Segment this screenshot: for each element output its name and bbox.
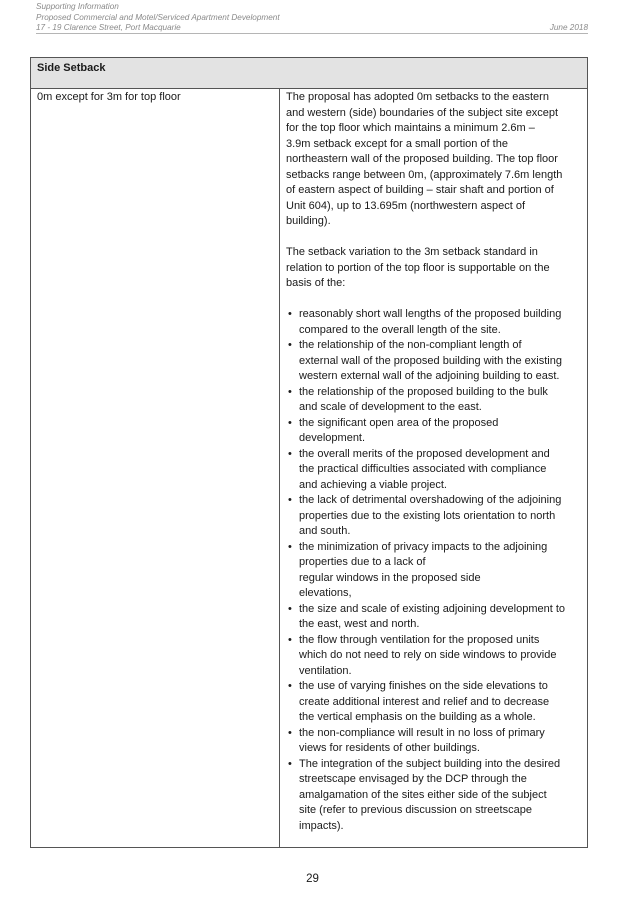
list-item	[286, 633, 581, 680]
text-line: northeastern wall of the proposed building. The top floor	[286, 153, 558, 165]
text-line: setbacks range between 0m, (approximately 7.6m length	[286, 168, 563, 181]
setback-table	[30, 57, 588, 848]
text-line: the non-compliance will result in no loss of primary	[299, 726, 545, 739]
list-item	[286, 540, 581, 602]
text-line: amalgamation of the sites either side of the subject	[299, 788, 547, 801]
header-date: June 2018	[549, 23, 588, 32]
text-line: reasonably short wall lengths of the proposed building	[299, 308, 562, 320]
bullet-icon: •	[288, 540, 292, 553]
bullet-list	[286, 307, 581, 834]
text-line: streetscape envisaged by the DCP through the	[299, 773, 527, 785]
bullet-icon: •	[288, 339, 292, 351]
text-line: western external wall of the adjoining building to east.	[299, 370, 560, 382]
header-address: 17 - 19 Clarence Street, Port Macquarie	[36, 23, 181, 32]
text-line: views for residents of other buildings.	[299, 742, 480, 754]
text-line: development.	[299, 432, 366, 444]
text-line: compared to the overall length of the site.	[299, 323, 501, 336]
text-line: Unit 604), up to 13.695m (northwestern aspect of	[286, 199, 526, 212]
table-left-cell: 0m except for 3m for top floor	[31, 89, 280, 847]
header-line-2: Proposed Commercial and Motel/Serviced Apartment Development	[36, 12, 280, 22]
text-line: the east, west and north.	[299, 618, 420, 630]
bullet-icon: •	[288, 726, 292, 739]
text-line: the relationship of the proposed building to the bulk	[299, 385, 548, 398]
bullet-icon: •	[288, 680, 292, 692]
text-line: 3.9m setback except for a small portion of the	[286, 137, 508, 150]
text-line: the use of varying finishes on the side elevations to	[299, 680, 548, 692]
text-line: the significant open area of the proposed	[299, 416, 499, 429]
text-line: the flow through ventilation for the proposed units	[299, 633, 540, 646]
text-line: for the top floor which maintains a minimum 2.6m –	[286, 122, 535, 134]
list-item	[286, 307, 581, 338]
text-line: properties due to the existing lots orientation to north	[299, 509, 556, 522]
header-rule	[36, 33, 588, 34]
text-line: and western (side) boundaries of the subject site except	[286, 106, 559, 119]
bullet-icon: •	[288, 385, 292, 398]
text-line: and scale of development to the east.	[299, 401, 482, 413]
text-line: and south.	[299, 525, 351, 537]
text-line: The proposal has adopted 0m setbacks to the eastern	[286, 91, 549, 103]
list-item	[286, 679, 581, 726]
list-item	[286, 493, 581, 540]
bullet-icon: •	[288, 308, 292, 320]
text-line: the vertical emphasis on the building as a whole.	[299, 711, 536, 723]
list-item	[286, 416, 581, 447]
bullet-icon: •	[288, 602, 292, 615]
text-line: regular windows in the proposed side	[299, 571, 481, 584]
text-line: external wall of the proposed building with the existing	[299, 354, 562, 367]
table-right-cell	[280, 89, 587, 847]
text-line: the lack of detrimental overshadowing of the adjoining	[299, 494, 562, 506]
text-line: the overall merits of the proposed development and	[299, 447, 550, 460]
list-item	[286, 602, 581, 633]
bullet-icon: •	[288, 757, 292, 770]
list-item	[286, 385, 581, 416]
paragraph-1	[286, 90, 581, 230]
text-line: properties due to a lack of	[299, 556, 426, 568]
text-line: The integration of the subject building into the desired	[299, 757, 561, 770]
text-line: impacts).	[299, 819, 344, 832]
text-line: the size and scale of existing adjoining development to	[299, 602, 566, 615]
list-item	[286, 338, 581, 385]
table-title: Side Setback	[31, 58, 587, 89]
text-line: of eastern aspect of building – stair shaft and portion of	[286, 184, 554, 196]
text-line: ventilation.	[299, 664, 352, 677]
text-line: which do not need to rely on side windows to provide	[299, 649, 557, 661]
text-line: building).	[286, 215, 331, 227]
list-item	[286, 726, 581, 757]
text-line: relation to portion of the top floor is supportable on the	[286, 261, 550, 274]
list-item	[286, 757, 581, 835]
text-line: the relationship of the non-compliant length of	[299, 339, 522, 351]
paragraph-2	[286, 245, 581, 292]
page-number: 29	[306, 873, 319, 885]
text-line: The setback variation to the 3m setback standard in	[286, 246, 538, 258]
table-body-row	[31, 89, 587, 847]
header-line-1: Supporting Information	[36, 2, 119, 11]
header-line-3-row	[36, 23, 588, 34]
bullet-icon: •	[288, 447, 292, 460]
text-line: create additional interest and relief and to decrease	[299, 695, 550, 708]
text-line: site (refer to previous discussion on streetscape	[299, 804, 532, 816]
text-line: the minimization of privacy impacts to the adjoining	[299, 540, 548, 553]
bullet-icon: •	[288, 494, 292, 506]
text-line: basis of the:	[286, 277, 346, 289]
text-line: elevations,	[299, 587, 352, 599]
bullet-icon: •	[288, 633, 292, 646]
text-line: the practical difficulties associated with compliance	[299, 463, 547, 475]
text-line: and achieving a viable project.	[299, 478, 447, 491]
list-item	[286, 447, 581, 494]
bullet-icon: •	[288, 416, 292, 429]
page-header	[36, 2, 588, 34]
paragraph-gap	[286, 292, 581, 308]
paragraph-gap	[286, 230, 581, 246]
